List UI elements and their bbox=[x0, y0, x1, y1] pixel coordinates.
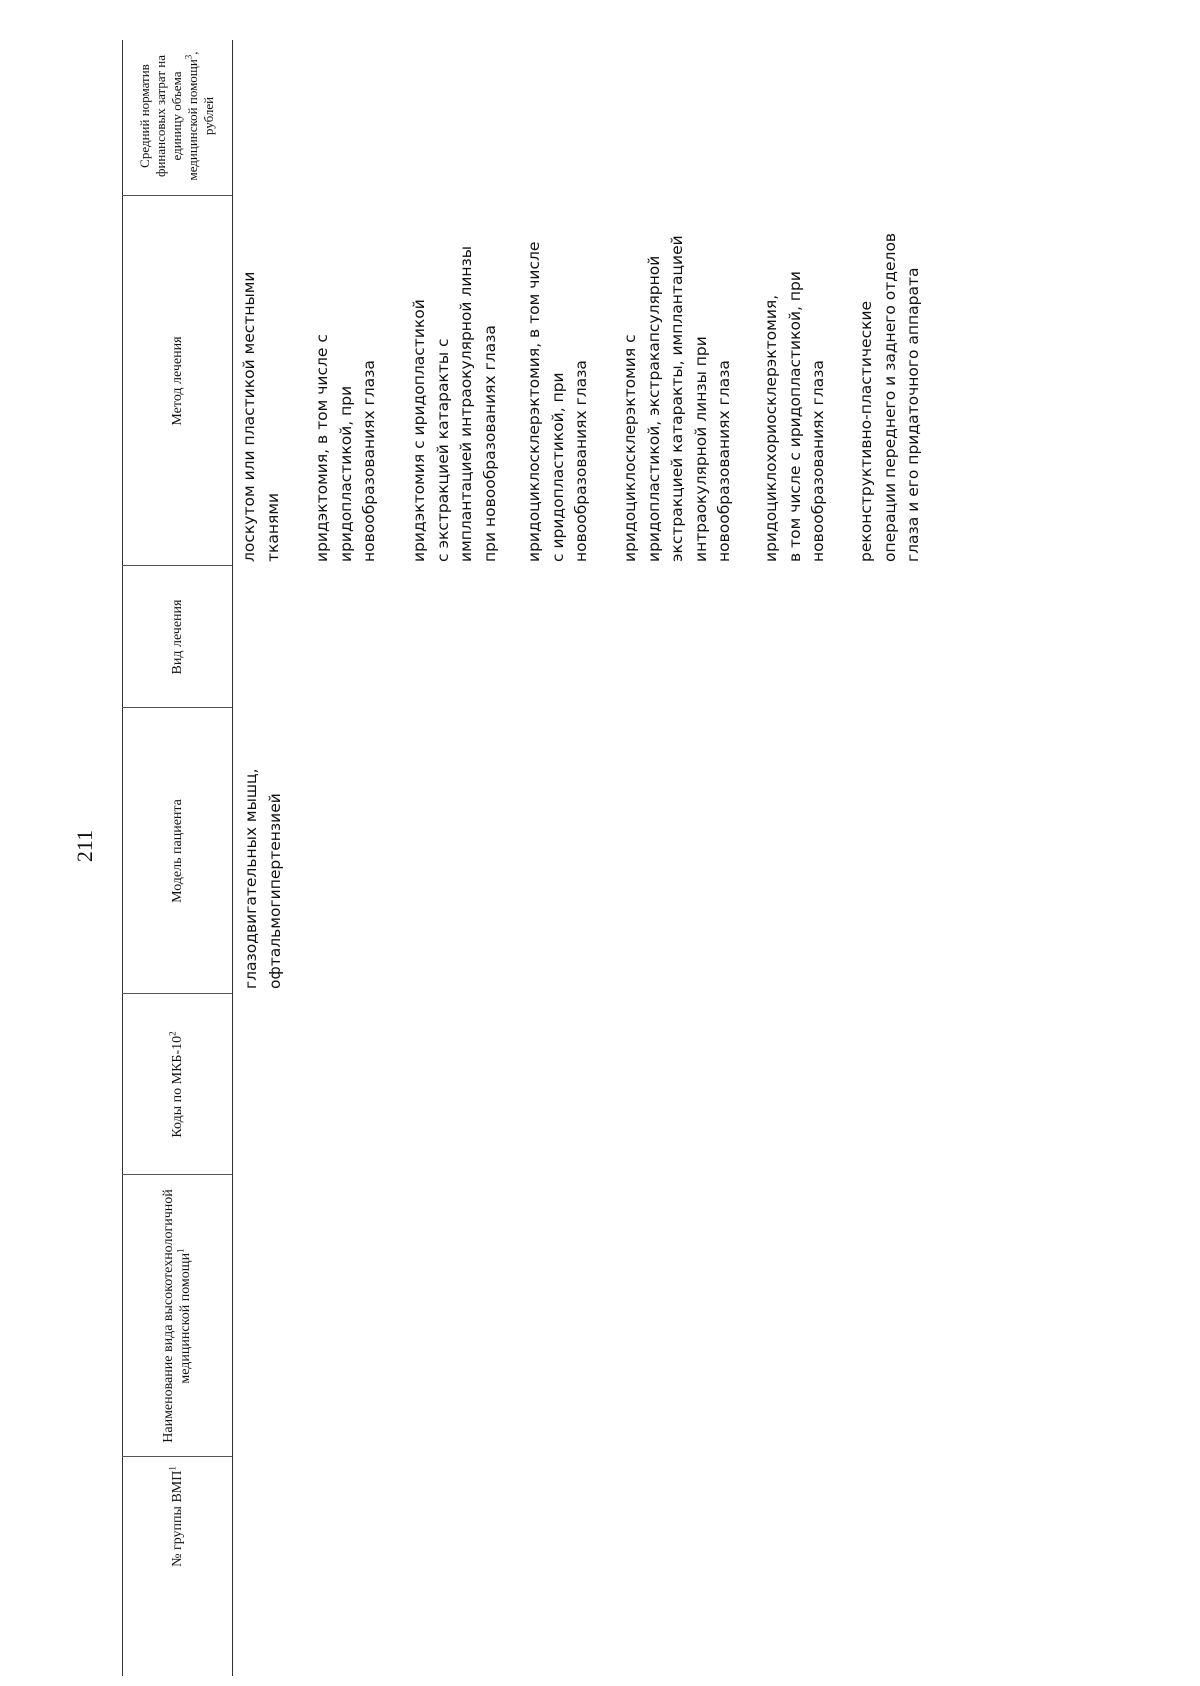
method-item: иридоциклохориосклерэктомия, в том числе с иридопластикой, при новообразованиях глаза bbox=[762, 271, 827, 562]
header-vmp-name: Наименование вида высокотехнологичной медицинской помощи$^1$ bbox=[161, 1189, 193, 1443]
method-item: реконструктивно-пластические операции переднего и заднего отделов глаза и его придаточного аппарата bbox=[857, 232, 922, 562]
method-item: иридоциклосклерэктомия с иридопластикой, экстракапсулярной экстракцией катаракты, имплантацией интраокулярной линзы при новообразованиях глаза bbox=[621, 235, 733, 562]
method-item: иридоциклосклерэктомия, в том числе с иридопластикой, при новообразованиях глаза bbox=[525, 241, 590, 562]
header-patient-model: Модель пациента bbox=[169, 799, 185, 903]
header-mkb-codes: Коды по МКБ-$10^2$ bbox=[166, 1031, 185, 1138]
header-bottom-border bbox=[232, 40, 233, 1676]
header-group-no: № группы ВМП$^1$ bbox=[166, 1466, 185, 1567]
page-number: 211 bbox=[72, 829, 97, 863]
method-item: лоскутом или пластикой местными тканями bbox=[240, 271, 282, 562]
method-item: иридэктомия с иридопластикой с экстракцией катаракты с имплантацией интраокулярной линзы при новообразованиях глаза bbox=[410, 245, 499, 562]
header-cost-norm: Средний норматив финансовых затрат на единицу объема медицинской помощи$^3$, рублей bbox=[137, 51, 216, 181]
method-item: иридэктомия, в том числе с иридопластикой, при новообразованиях глаза bbox=[313, 334, 378, 562]
header-treatment-type: Вид лечения bbox=[169, 599, 185, 675]
cell-treatment-methods bbox=[238, 182, 958, 562]
cell-patient-model: глазодвигательных мышц, офтальмогипертензией bbox=[242, 768, 284, 989]
header-treatment-method: Метод лечения bbox=[169, 336, 185, 426]
